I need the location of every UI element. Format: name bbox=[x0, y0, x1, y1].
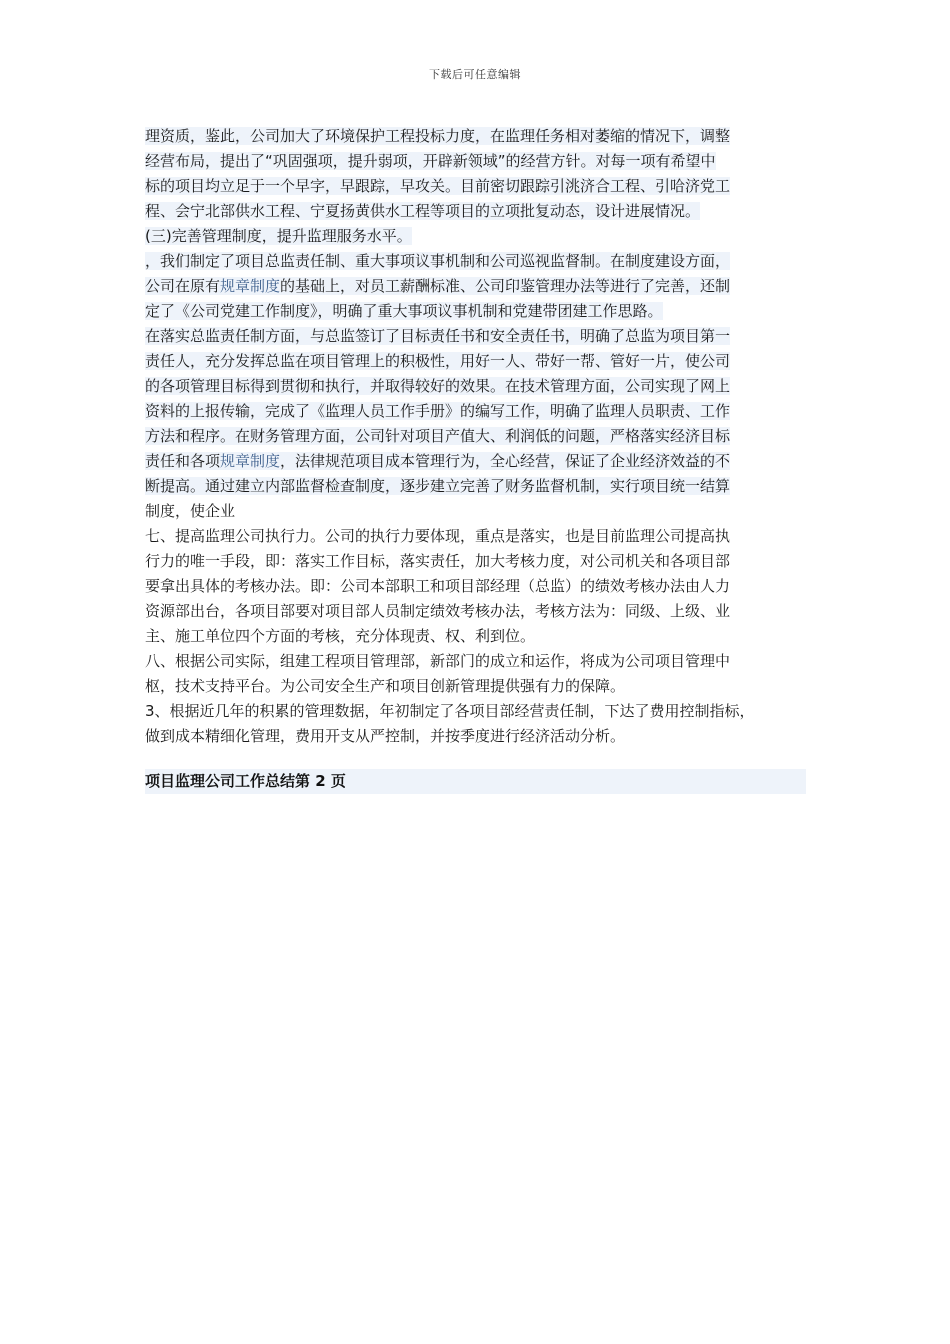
text-segment: 理资质，鉴此，公司加大了环境保护工程投标力度，在监理任务相对萎缩的情况下，调整 bbox=[145, 127, 731, 145]
inline-link[interactable]: 规章制度 bbox=[220, 277, 281, 295]
text-segment: 七、提高监理公司执行力。公司的执行力要体现，重点是落实，也是目前监理公司提高执 bbox=[145, 527, 731, 545]
text-segment: 责任人，充分发挥总监在项目管理上的积极性，用好一人、带好一帮、管好一片，使公司 bbox=[145, 352, 731, 370]
paragraph-line bbox=[145, 524, 815, 549]
text-segment: 制度，使企业 bbox=[145, 502, 236, 520]
paragraph-line bbox=[145, 174, 815, 199]
text-segment: 公司在原有 bbox=[145, 277, 221, 295]
paragraph-line bbox=[145, 674, 815, 699]
text-segment: 的各项管理目标得到贯彻和执行，并取得较好的效果。在技术管理方面，公司实现了网上 bbox=[145, 377, 731, 395]
paragraph-line bbox=[145, 599, 815, 624]
paragraph-line bbox=[145, 224, 815, 249]
paragraph-line bbox=[145, 274, 815, 299]
paragraph-line bbox=[145, 574, 815, 599]
text-segment: 断提高。通过建立内部监督检查制度，逐步建立完善了财务监督机制，实行项目统一结算 bbox=[145, 477, 731, 495]
text-segment: 做到成本精细化管理，费用开支从严控制，并按季度进行经济活动分析。 bbox=[145, 727, 626, 745]
text-segment: 程、会宁北部供水工程、宁夏扬黄供水工程等项目的立项批复动态，设计进展情况。 bbox=[145, 202, 701, 220]
paragraph-line bbox=[145, 324, 815, 349]
paragraph-line bbox=[145, 199, 815, 224]
paragraph-line bbox=[145, 549, 815, 574]
text-segment: 标的项目均立足于一个早字，早跟踪，早攻关。目前密切跟踪引洮济合工程、引哈济党工 bbox=[145, 177, 731, 195]
paragraph-line bbox=[145, 499, 815, 524]
text-segment: ，法律规范项目成本管理行为，全心经营，保证了企业经济效益的不 bbox=[280, 452, 731, 470]
text-segment: 在落实总监责任制方面，与总监签订了目标责任书和安全责任书，明确了总监为项目第一 bbox=[145, 327, 731, 345]
text-segment: (三)完善管理制度，提升监理服务水平。 bbox=[145, 227, 412, 245]
text-segment: 要拿出具体的考核办法。即：公司本部职工和项目部经理（总监）的绩效考核办法由人力 bbox=[145, 577, 731, 595]
inline-link[interactable]: 规章制度 bbox=[220, 452, 281, 470]
text-segment: 八、根据公司实际，组建工程项目管理部，新部门的成立和运作，将成为公司项目管理中 bbox=[145, 652, 731, 670]
paragraph-line bbox=[145, 249, 815, 274]
paragraph-line bbox=[145, 399, 815, 424]
document-body bbox=[145, 124, 815, 749]
paragraph-line bbox=[145, 649, 815, 674]
text-segment: 主、施工单位四个方面的考核，充分体现责、权、利到位。 bbox=[145, 627, 536, 645]
paragraph-line bbox=[145, 149, 815, 174]
paragraph-line bbox=[145, 624, 815, 649]
paragraph-line bbox=[145, 474, 815, 499]
text-segment: 枢，技术支持平台。为公司安全生产和项目创新管理提供强有力的保障。 bbox=[145, 677, 626, 695]
paragraph-line bbox=[145, 374, 815, 399]
text-segment: ，我们制定了项目总监责任制、重大事项议事机制和公司巡视监督制。在制度建设方面， bbox=[145, 252, 731, 270]
paragraph-line bbox=[145, 349, 815, 374]
paragraph-line bbox=[145, 724, 815, 749]
paragraph-line bbox=[145, 699, 815, 724]
text-segment: 3、根据近几年的积累的管理数据，年初制定了各项目部经营责任制，下达了费用控制指标， bbox=[145, 702, 755, 720]
text-segment: 资料的上报传输，完成了《监理人员工作手册》的编写工作，明确了监理人员职责、工作 bbox=[145, 402, 731, 420]
paragraph-line bbox=[145, 424, 815, 449]
text-segment: 责任和各项 bbox=[145, 452, 221, 470]
text-segment: 经营布局，提出了“巩固强项，提升弱项，开辟新领域”的经营方针。对每一项有希望中 bbox=[145, 152, 716, 170]
text-segment: 行力的唯一手段，即：落实工作目标，落实责任，加大考核力度，对公司机关和各项目部 bbox=[145, 552, 731, 570]
text-segment: 方法和程序。在财务管理方面，公司针对项目产值大、利润低的问题，严格落实经济目标 bbox=[145, 427, 731, 445]
text-segment: 定了《公司党建工作制度》，明确了重大事项议事机制和党建带团建工作思路。 bbox=[145, 302, 663, 320]
page-header-note: 下载后可任意编辑 bbox=[429, 68, 521, 81]
page-footer-title: 项目监理公司工作总结第 2 页 bbox=[145, 769, 806, 794]
paragraph-line bbox=[145, 449, 815, 474]
text-segment: 的基础上，对员工薪酬标准、公司印鉴管理办法等进行了完善，还制 bbox=[280, 277, 731, 295]
paragraph-line bbox=[145, 299, 815, 324]
text-segment: 资源部出台，各项目部要对项目部人员制定绩效考核办法，考核方法为：同级、上级、业 bbox=[145, 602, 731, 620]
paragraph-line bbox=[145, 124, 815, 149]
